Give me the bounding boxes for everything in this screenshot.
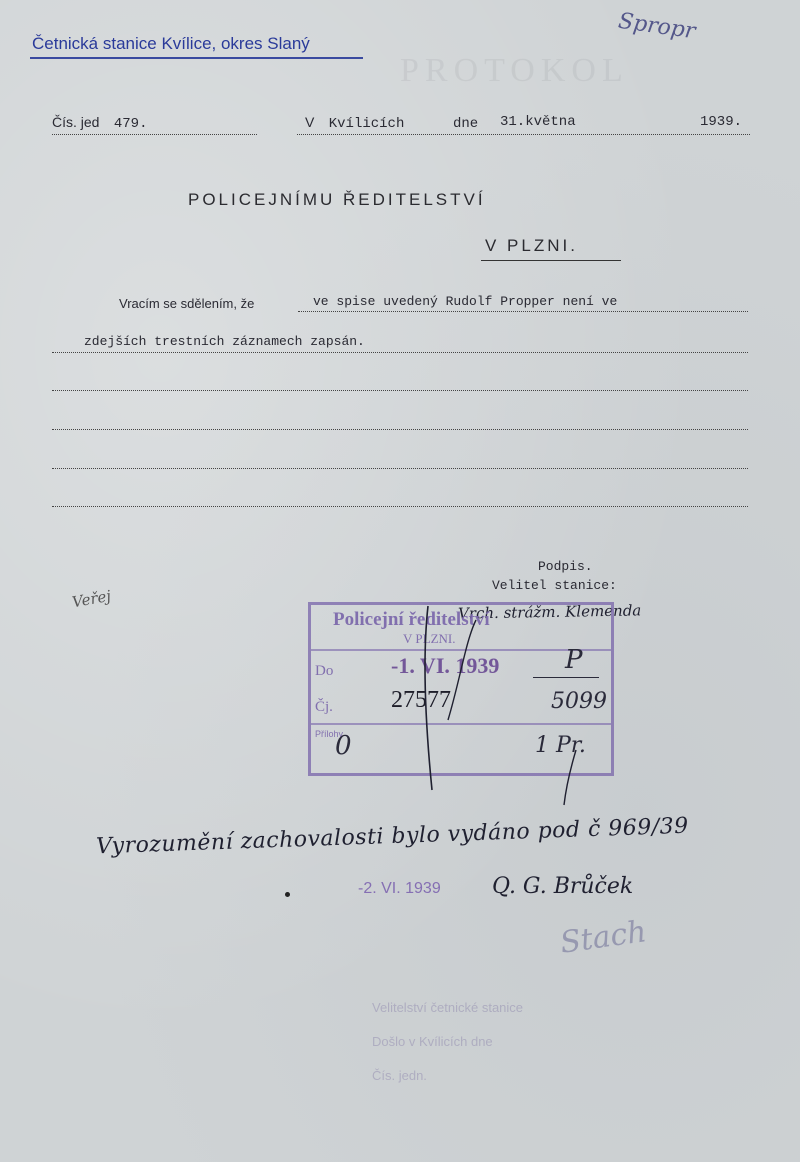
stamp-number: 27577 bbox=[391, 687, 451, 713]
stamp-marker: P bbox=[565, 645, 583, 675]
corner-handwritten-note: Spropr bbox=[616, 8, 697, 45]
stamp-cj-label: Čj. bbox=[315, 699, 333, 715]
ink-dot bbox=[285, 892, 290, 897]
signature-handwritten: Vrch. strážm. Klemenda bbox=[457, 601, 642, 623]
stamp-city: V PLZNI. bbox=[403, 631, 456, 646]
reference-value: 479. bbox=[113, 116, 148, 132]
second-stamp-date: -2. VI. 1939 bbox=[358, 880, 441, 897]
place-prefix: V bbox=[305, 114, 315, 130]
stamp-reference: 5099 bbox=[551, 689, 607, 714]
stamp-title: Policejní ředitelství bbox=[333, 609, 490, 630]
date-value: 31.května bbox=[500, 114, 576, 130]
margin-handwritten-note: Veřej bbox=[70, 586, 113, 612]
handwritten-note: Vyrozumění zachovalosti bylo vydáno pod č 969/39 bbox=[95, 813, 690, 860]
show-through-text: PROTOKOL bbox=[400, 52, 629, 89]
date-dotted-rule bbox=[297, 134, 750, 135]
date-label: dne bbox=[453, 116, 479, 132]
body-dotted-rule-5 bbox=[52, 468, 748, 469]
long-stroke bbox=[448, 620, 476, 720]
faint-line-2: Došlo v Kvílicích dne bbox=[372, 1034, 493, 1049]
stamp-do-label: Do bbox=[315, 663, 334, 679]
stamp-date: -1. VI. 1939 bbox=[391, 653, 500, 678]
reference-dotted-rule bbox=[52, 134, 257, 135]
body-line-1: ve spise uvedený Rudolf Propper není ve bbox=[313, 294, 618, 309]
faint-signature: Stach bbox=[557, 914, 649, 961]
stamp-count: 1 Pr. bbox=[535, 733, 586, 758]
year-value: 1939. bbox=[700, 114, 743, 130]
place-field bbox=[305, 114, 404, 132]
long-stroke bbox=[564, 750, 576, 805]
place-value: Kvílicích bbox=[328, 116, 405, 132]
addressee-line-1: POLICEJNÍMU ŘEDITELSTVÍ bbox=[188, 190, 486, 209]
body-dotted-rule-4 bbox=[52, 429, 748, 430]
header-rule bbox=[30, 57, 363, 59]
body-dotted-rule-1 bbox=[298, 311, 748, 312]
signature-role: Velitel stanice: bbox=[492, 578, 617, 593]
stamp-attachments-label: Přílohy bbox=[315, 729, 344, 739]
addressee-line-2: V PLZNI. bbox=[485, 236, 578, 255]
body-dotted-rule-3 bbox=[52, 390, 748, 391]
body-dotted-rule-6 bbox=[52, 506, 748, 507]
reference-number bbox=[52, 114, 147, 132]
handwritten-initials: Q. G. Brůček bbox=[492, 874, 634, 899]
faint-line-1: Velitelství četnické stanice bbox=[372, 1000, 524, 1015]
faint-line-3: Čís. jedn. bbox=[372, 1068, 427, 1083]
handwritten-strokes bbox=[300, 600, 620, 820]
body-intro: Vracím se sdělením, že bbox=[119, 296, 255, 311]
station-header: Četnická stanice Kvílice, okres Slaný bbox=[32, 34, 310, 53]
body-line-2: zdejších trestních záznamech zapsán. bbox=[84, 334, 365, 349]
long-stroke bbox=[425, 606, 432, 790]
signature-label: Podpis. bbox=[538, 559, 593, 574]
reference-label: Čís. jed bbox=[52, 114, 100, 130]
addressee-rule bbox=[481, 260, 621, 261]
body-dotted-rule-2 bbox=[52, 352, 748, 353]
stamp-attachments-value: 0 bbox=[335, 731, 352, 761]
